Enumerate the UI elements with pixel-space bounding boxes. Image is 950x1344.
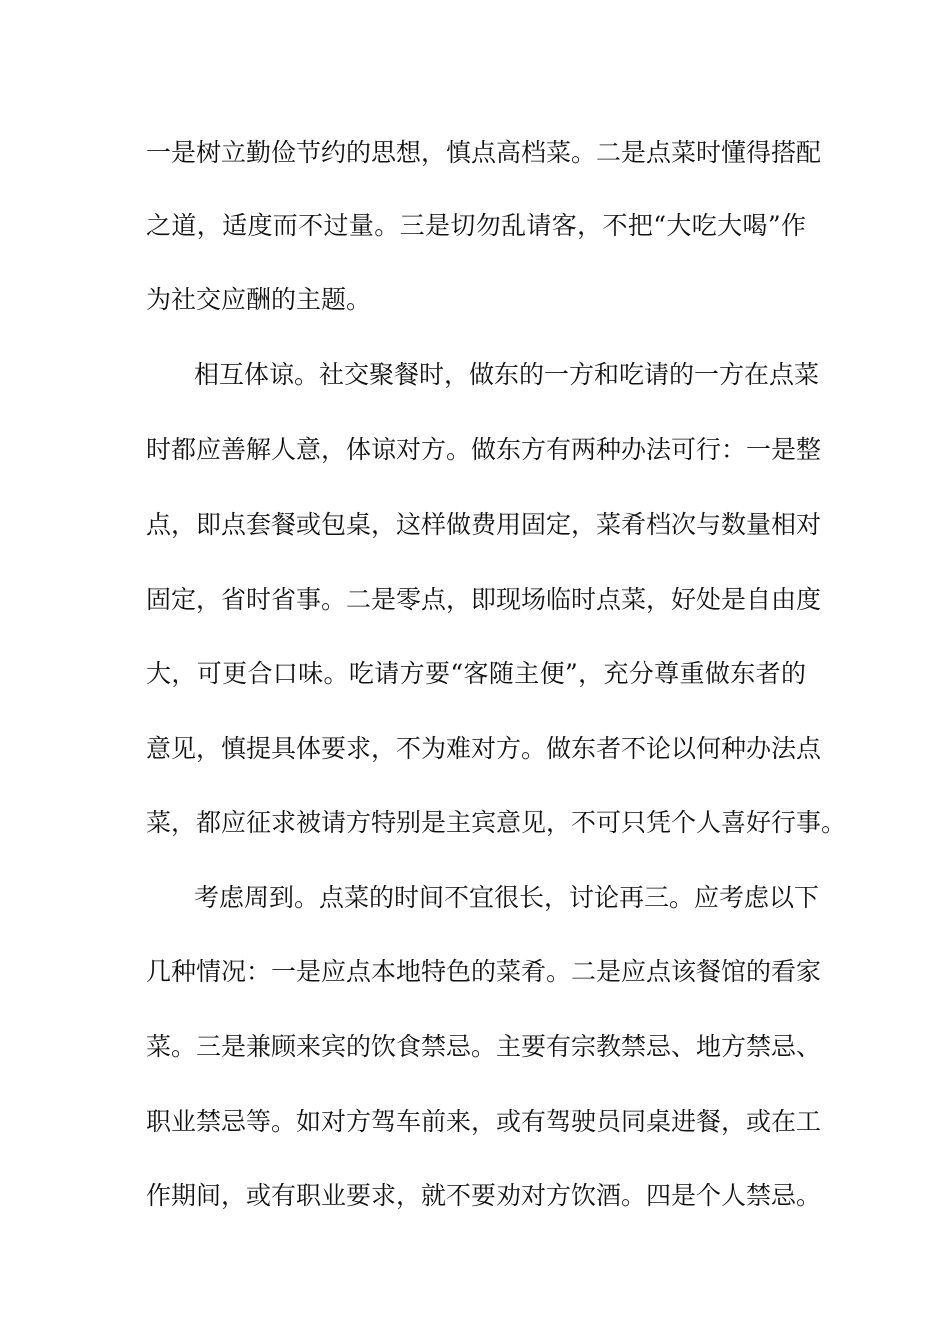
paragraph-3-line-5: 作期间，或有职业要求，就不要劝对方饮酒。四是个人禁忌。 <box>146 1181 822 1210</box>
paragraph-2-line-2: 时都应善解人意，体谅对方。做东方有两种办法可行：一是整 <box>146 435 822 464</box>
paragraph-3-line-1: 考虑周到。点菜的时间不宜很长，讨论再三。应考虑以下 <box>194 883 820 912</box>
paragraph-1-line-1: 一是树立勤俭节约的思想，慎点高档菜。二是点菜时懂得搭配 <box>146 138 822 167</box>
paragraph-3-line-4: 职业禁忌等。如对方驾车前来，或有驾驶员同桌进餐，或在工 <box>146 1107 822 1136</box>
paragraph-2-line-5: 大，可更合口味。吃请方要“客随主便”，充分尊重做东者的 <box>146 659 806 688</box>
paragraph-2-line-3: 点，即点套餐或包桌，这样做费用固定，菜肴档次与数量相对 <box>146 510 822 539</box>
paragraph-2-line-1: 相互体谅。社交聚餐时，做东的一方和吃请的一方在点菜 <box>194 360 820 389</box>
paragraph-2-line-6: 意见，慎提具体要求，不为难对方。做东者不论以何种办法点 <box>146 734 822 763</box>
paragraph-1-line-2: 之道，适度而不过量。三是切勿乱请客，不把“大吃大喝”作 <box>146 211 806 240</box>
paragraph-2-line-4: 固定，省时省事。二是零点，即现场临时点菜，好处是自由度 <box>146 585 822 614</box>
paragraph-3-line-3: 菜。三是兼顾来宾的饮食禁忌。主要有宗教禁忌、地方禁忌、 <box>146 1032 822 1061</box>
paragraph-3-line-2: 几种情况：一是应点本地特色的菜肴。二是应点该餐馆的看家 <box>146 957 822 986</box>
paragraph-2-line-7: 菜，都应征求被请方特别是主宾意见，不可只凭个人喜好行事。 <box>146 808 847 837</box>
paragraph-1-line-3: 为社交应酬的主题。 <box>146 285 372 314</box>
